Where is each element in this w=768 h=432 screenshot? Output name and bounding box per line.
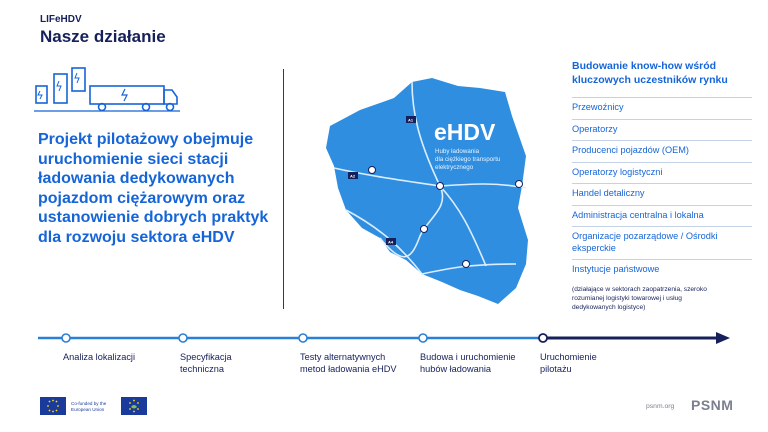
truck-cab-icon [164,90,177,104]
map-subtitle-line-2: dla ciężkiego transportu [435,156,501,163]
eu-cofunded-text: Co-funded by the European Union [71,401,107,412]
charging-truck-illustration [34,64,180,116]
list-item: Administracja centralna i lokalna [572,206,752,228]
vertical-divider [283,69,284,309]
lead-paragraph: Projekt pilotażowy obejmuje uruchomienie sieci stacji ładowania dedykowanych pojazdom ciężarowym oraz ustanowienie dobrych praktyk dla rozwoju sektora eHDV [38,131,269,246]
list-item: Instytucje państwowe [572,264,660,274]
timeline-step-label: Analiza lokalizacji [63,352,136,362]
footer-url[interactable]: psnm.org [646,403,675,410]
timeline-step-label: Specyfikacja techniczna [180,352,232,374]
hub-marker-icon [463,261,470,268]
stakeholders-panel [572,59,752,312]
arrow-right-icon [716,332,730,344]
panel-note: (działające w sektorach zaopatrzenia, szeroko rozumianej logistyki towarowej i usług dedykowanych logistyce) [572,285,707,311]
panel-title: Budowanie know-how wśród kluczowych uczestników rynku [572,60,728,86]
timeline-node-active [539,334,547,342]
eu-flag-logo [40,397,66,415]
list-item: Handel detaliczny [572,184,752,206]
psnm-logo: PSNM [691,397,734,413]
poland-shape [326,78,528,304]
map-subtitle-line-3: elektrycznego [435,164,474,171]
list-item: Operatorzy logistyczni [572,163,752,185]
list-item: Organizacje pozarządowe / Ośrodki eksperckie [572,227,752,260]
timeline-step-label: Budowa i uruchomienie hubów ładowania [420,352,516,374]
timeline-node [62,334,70,342]
timeline-bar [0,330,768,350]
page-title: Nasze działanie [40,27,166,46]
road-label-a4: A4 [388,239,394,245]
map-subtitle-line-1: Huby ładowania [435,148,480,155]
eu-stars-icon [40,397,66,415]
hub-marker-icon [369,167,376,174]
poland-map [290,68,550,318]
hub-marker-icon [421,226,428,233]
list-item: Operatorzy [572,120,752,142]
list-item: Przewoźnicy [572,97,752,120]
map-title: eHDV [434,119,496,145]
timeline-node [179,334,187,342]
life-logo-icon [121,397,147,415]
timeline-step-label: Uruchomienie pilotażu [540,352,597,374]
hub-marker-icon [437,183,444,190]
road-label-a1: A1 [408,117,414,123]
hub-marker-icon [516,181,523,188]
timeline-step-label: Testy alternatywnych metod ładowania eHDV [300,352,397,374]
timeline-node [299,334,307,342]
stakeholder-list [572,97,752,281]
list-item: Producenci pojazdów (OEM) [572,141,752,163]
road-label-a2: A2 [350,173,356,179]
timeline-node [419,334,427,342]
life-programme-logo [121,397,147,415]
brand-name: LIFeHDV [40,14,82,25]
